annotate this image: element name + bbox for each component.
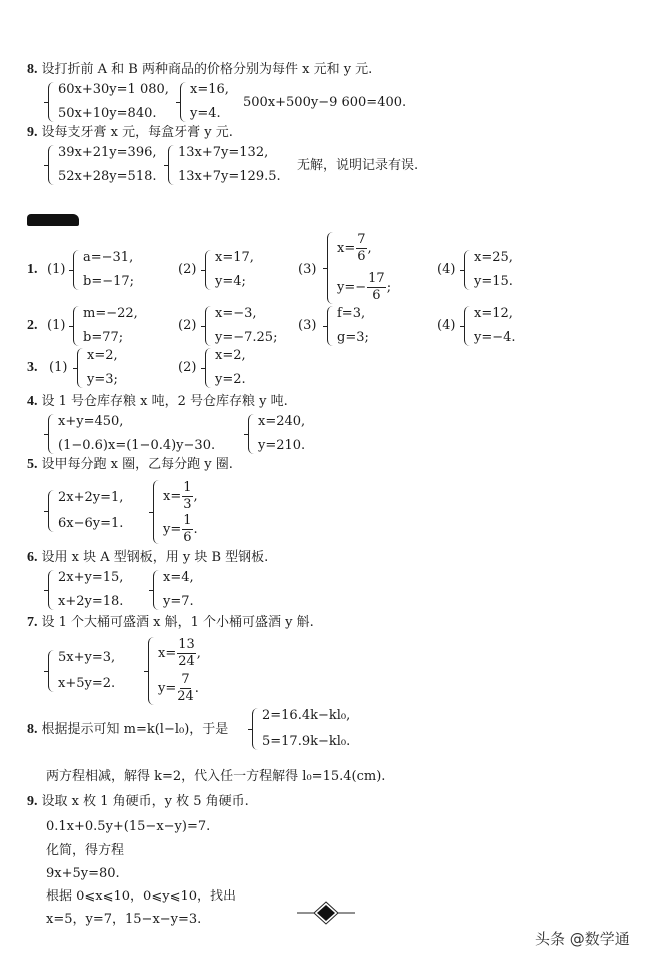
ex1-part3: x= $\frac{7}{6}$ , y=− $\frac{17}{6}$ ; (327, 232, 391, 304)
ex3-part1-label: (1) (49, 360, 68, 375)
question-number: 9. (27, 125, 38, 140)
ex5-statement: 5. 设甲每分跑 x 圈，乙每分跑 y 圈. (27, 457, 233, 472)
brace-icon (205, 348, 212, 388)
brace-icon (48, 490, 55, 532)
ex5-system: 2x+2y=1, 6x−6y=1. (48, 490, 123, 532)
ex9-statement: 9. 设取 x 枚 1 角硬币，y 枚 5 角硬币. (27, 794, 249, 809)
ex1-part1: a=−31, b=−17; (73, 250, 134, 290)
prev-q9-simplified: 13x+7y=132, 13x+7y=129.5. (168, 145, 281, 185)
ex2-part2-label: (2) (178, 318, 197, 333)
ex2-part1-label: (1) (47, 318, 66, 333)
ex1-part4: x=25, y=15. (464, 250, 513, 290)
ex2-number: 2. (27, 318, 38, 333)
section-heading (27, 214, 79, 226)
brace-icon (73, 306, 80, 346)
ex1-part3-label: (3) (298, 262, 317, 277)
brace-icon (327, 232, 334, 304)
ex2-part4-label: (4) (437, 318, 456, 333)
ex2-part4: x=12, y=−4. (464, 306, 516, 346)
brace-icon (48, 414, 55, 454)
prev-q8-statement: 8. 设打折前 A 和 B 两种商品的价格分别为每件 x 元和 y 元. (27, 62, 373, 77)
brace-icon (77, 348, 84, 388)
brace-icon (73, 250, 80, 290)
diamond-ornament-icon (297, 901, 355, 925)
ex8-system: 2=16.4k−kl₀, 5=17.9k−kl₀. (252, 708, 350, 750)
prev-q8-extra: 500x+500y−9 600=400. (243, 95, 407, 110)
ex9-line: 化简，得方程 (46, 843, 125, 858)
ex3-part2: x=2, y=2. (205, 348, 246, 388)
brace-icon (148, 637, 155, 705)
ex6-statement: 6. 设用 x 块 A 型钢板，用 y 块 B 型钢板. (27, 550, 269, 565)
ex6-solution: x=4, y=7. (153, 570, 194, 610)
ex3-part1: x=2, y=3; (77, 348, 118, 388)
brace-icon (180, 82, 187, 122)
ex7-statement: 7. 设 1 个大桶可盛酒 x 斛，1 个小桶可盛酒 y 斛. (27, 615, 314, 630)
ex2-part3-label: (3) (298, 318, 317, 333)
ex2-part2: x=−3, y=−7.25; (205, 306, 277, 346)
brace-icon (464, 250, 471, 290)
ex1-number: 1. (27, 262, 38, 277)
brace-icon (48, 145, 55, 185)
ex2-part3: f=3, g=3; (327, 306, 369, 346)
ex9-line: 9x+5y=80. (46, 866, 120, 881)
ex8-statement: 8. 根据提示可知 m=k(l−l₀)，于是 (27, 722, 229, 737)
ex7-solution: x= $\frac{13}{24}$ , y= $\frac{7}{24}$ . (148, 637, 201, 705)
ex1-part1-label: (1) (47, 262, 66, 277)
ex1-part4-label: (4) (437, 262, 456, 277)
prev-q9-system: 39x+21y=396, 52x+28y=518. (48, 145, 157, 185)
brace-icon (48, 650, 55, 692)
ex9-line: x=5，y=7，15−x−y=3. (46, 912, 202, 927)
brace-icon (48, 82, 55, 122)
ex8-conclusion: 两方程相减，解得 k=2，代入任一方程解得 l₀=15.4(cm). (46, 769, 386, 784)
brace-icon (153, 480, 160, 544)
brace-icon (205, 306, 212, 346)
ex3-part2-label: (2) (178, 360, 197, 375)
brace-icon (252, 708, 259, 750)
ex2-part1: m=−22, b=77; (73, 306, 138, 346)
ex9-line: 0.1x+0.5y+(15−x−y)=7. (46, 819, 211, 834)
ex1-part2-label: (2) (178, 262, 197, 277)
watermark: 头条 @数学通 (535, 930, 630, 948)
ex4-system: x+y=450, (1−0.6)x=(1−0.4)y−30. (48, 414, 215, 454)
ex3-number: 3. (27, 360, 38, 375)
prev-q8-solution: x=16, y=4. (180, 82, 229, 122)
brace-icon (248, 414, 255, 454)
prev-q9-conclusion: 无解，说明记录有误. (297, 158, 419, 173)
prev-q9-statement: 9. 设每支牙膏 x 元，每盒牙膏 y 元. (27, 125, 233, 140)
ex1-part2: x=17, y=4; (205, 250, 254, 290)
ex5-solution: x= $\frac{1}{3}$ , y= $\frac{1}{6}$ . (153, 480, 198, 544)
brace-icon (48, 570, 55, 610)
ex6-system: 2x+y=15, x+2y=18. (48, 570, 123, 610)
brace-icon (168, 145, 175, 185)
prev-q8-system: 60x+30y=1 080, 50x+10y=840. (48, 82, 169, 122)
brace-icon (327, 306, 334, 346)
ex4-statement: 4. 设 1 号仓库存粮 x 吨，2 号仓库存粮 y 吨. (27, 394, 288, 409)
ex7-system: 5x+y=3, x+5y=2. (48, 650, 115, 692)
brace-icon (205, 250, 212, 290)
ex9-line: 根据 0⩽x⩽10，0⩽y⩽10，找出 (46, 889, 237, 904)
brace-icon (153, 570, 160, 610)
brace-icon (464, 306, 471, 346)
ex4-solution: x=240, y=210. (248, 414, 305, 454)
question-number: 8. (27, 62, 38, 77)
